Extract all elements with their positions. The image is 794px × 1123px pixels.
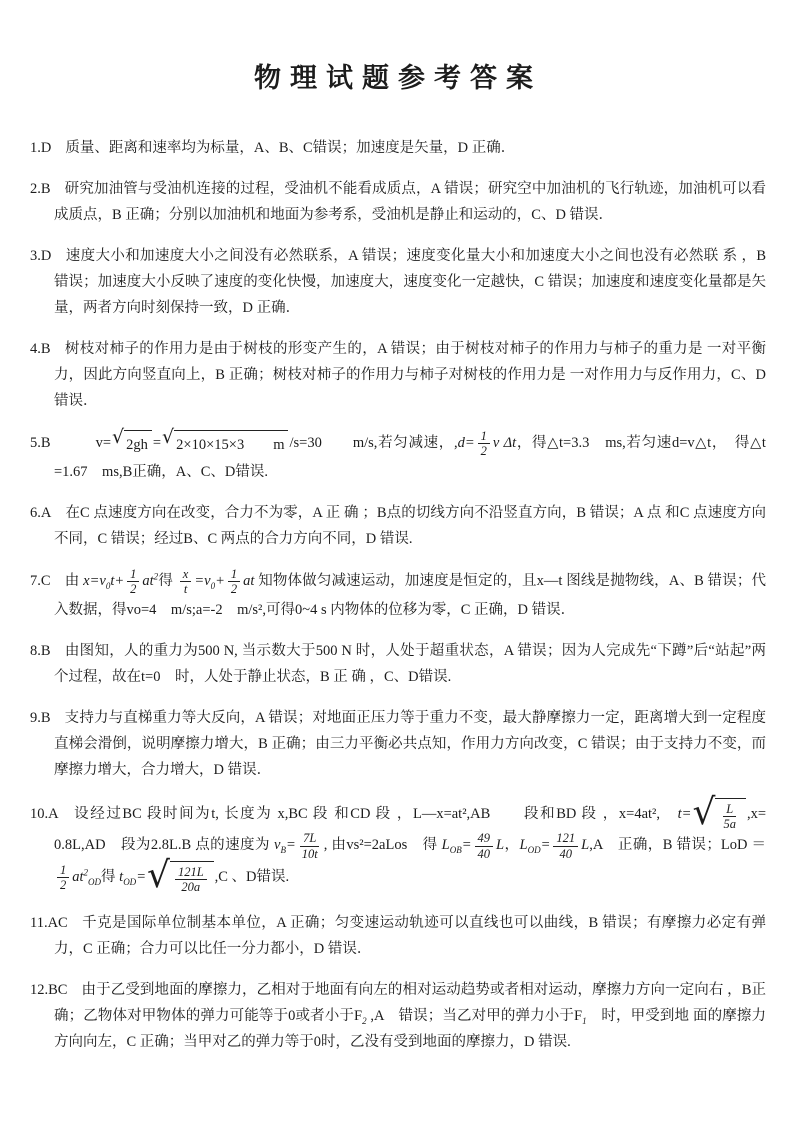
answer-number-label: 1.D	[30, 140, 52, 156]
answer-number-label: 12.BC	[30, 981, 68, 998]
fraction-numerator: 1	[57, 863, 69, 878]
subscript: OD	[88, 877, 102, 888]
math-segment: L	[581, 837, 590, 854]
radical-sign: √	[162, 425, 175, 448]
fraction	[553, 831, 578, 861]
answer-number-label: 11.AC	[30, 914, 68, 931]
text-segment: ,x= 0.8L,AD 段为2.8L.B 点的速度为	[54, 805, 766, 854]
answer-item-4	[30, 336, 766, 414]
fraction-numerator: x	[180, 567, 192, 582]
answer-number-label: 2.B	[30, 181, 51, 197]
text-segment: 得	[101, 869, 120, 886]
answer-item-3	[30, 243, 766, 321]
text-segment: 由于乙受到地面的摩擦力，乙相对于地面有向左的相对运动趋势或者相对运动，摩擦力方向一定向右 ，B正确；乙物体对甲物体的弹力可能等于0或者小于F	[54, 981, 766, 1024]
text-segment: 千克是国际单位制基本单位，A 正确；匀变速运动轨迹可以直线也可以曲线，B 错误；有摩擦力必定有弹力，C 正确；合力可以比任一分力都小，D 错误．	[54, 914, 766, 957]
answer-number-label: 5.B	[30, 435, 51, 452]
text-segment: 由图知，人的重力为500 N, 当示数大于500 N 时，人处于超重状态，A 错误；因为人完成先“下蹲”后“站起”两个过程，故在t=0 时，人处于静止状态，B 正 确 ，C、D错误.	[54, 642, 766, 685]
answer-item-10	[30, 791, 767, 896]
math-segment: =	[461, 837, 472, 854]
answer-item-9	[30, 705, 766, 783]
fraction	[478, 429, 490, 459]
radicand	[170, 861, 214, 895]
answer-item-5	[30, 425, 766, 485]
math-segment: =v	[194, 572, 211, 589]
math-segment: x=v	[83, 572, 106, 589]
math-segment: =	[285, 837, 296, 854]
answer-number-label: 6.A	[30, 504, 52, 521]
radical-sign: √	[146, 855, 170, 896]
fraction-numerator: 1	[478, 429, 490, 444]
fraction-denominator: 2	[130, 582, 137, 597]
answer-item-2	[30, 176, 766, 228]
math-segment: v	[274, 837, 281, 854]
math-segment: at	[72, 869, 84, 886]
text-segment: 研究加油管与受油机连接的过程，受油机不能看成质点，A 错误；研究空中加油机的飞行轨迹，加油机可以看成质点，B 正确；分别以加油机和地面为参考系，受油机是静止和运动的，C、D 错误．	[54, 181, 766, 223]
text-segment: 树枝对柿子的作用力是由于树枝的形变产生的，A 错误；由于树枝对柿子的作用力与柿子的重力是 一对平衡力，因此方向竖直向上，B 正确；树枝对柿子的作用力与柿子对树枝的作用力是 一对作用力与反作用力，C、D错误．	[54, 341, 766, 409]
subscript: B	[280, 845, 286, 856]
answer-item-6	[30, 500, 766, 552]
text-segment: , 由vs²=2aLos 得	[323, 837, 442, 854]
text-segment: 由	[64, 572, 84, 589]
math-segment: v Δt	[492, 435, 517, 452]
math-segment: +	[215, 572, 225, 589]
text-segment: v=	[64, 435, 111, 452]
subscript: OD	[123, 877, 137, 888]
answer-item-11	[30, 910, 766, 962]
fraction-denominator: t	[183, 582, 188, 597]
fraction	[299, 831, 321, 861]
text-segment: 设经过BC 段时间为t, 长度为 x,BC 段 和CD 段 ，L—x=at²,AB 段和BD 段 ，x=4at²,	[72, 805, 678, 822]
subscript: 2	[362, 1015, 367, 1026]
fraction-denominator: 40	[477, 846, 491, 861]
fraction	[57, 863, 69, 893]
sqrt-fraction-expression	[692, 791, 745, 833]
text-segment: ,A 错误；当乙对甲的弹力小于F	[366, 1007, 583, 1024]
answer-item-1	[30, 135, 766, 161]
text-segment: 质量、距离和速率均为标量，A、B、C错误；加速度是矢量，D 正确．	[65, 140, 516, 156]
text-segment: 时，甲受到地 面的摩擦力方向向左，C 正确；当甲对乙的弹力等于0时，乙没有受到地面的摩擦力，D 错误.	[54, 1007, 766, 1050]
fraction-denominator: 2	[60, 878, 67, 893]
text-segment: ,A 正确，B 错误；LoD ＝	[589, 837, 767, 854]
radical-sign: √	[692, 791, 716, 833]
fraction	[180, 567, 192, 597]
math-segment: L	[441, 837, 450, 854]
answer-item-7	[30, 567, 766, 623]
radicand	[715, 798, 746, 832]
text-segment: 得	[158, 572, 177, 589]
subscript: 0	[210, 580, 216, 591]
subscript: 0	[105, 580, 111, 591]
fraction	[720, 802, 739, 832]
text-segment: ，得△t=3.3 ms,若匀速d=v△t， 得△t =1.67 ms,B正确，A、C、D错误.	[54, 435, 766, 480]
fraction	[127, 567, 139, 597]
fraction	[475, 831, 494, 861]
text-segment: 知物体做匀减速运动，加速度是恒定的，且x—t 图线是抛物线，A、B 错误；代入数据，得vo=4 m/s;a=-2 m/s²,可得0~4 s 内物体的位移为零，C 正确，D 错误．	[54, 572, 767, 618]
subscript: OB	[449, 845, 462, 856]
fraction-denominator: 2	[480, 444, 487, 459]
text-segment: 速度大小和加速度大小之间没有必然联系，A 错误；速度变化量大小和加速度大小之间也没有必然联 系 ，B 错误；加速度大小反映了速度的变化快慢，加速度大，速度变化一定越快，C 错误；加速度和速度变化量都是矢量，两者方向时刻保持一致，D 正确．	[54, 248, 766, 316]
text-segment: ,C 、D错误.	[214, 869, 290, 886]
text-segment: ，	[504, 837, 520, 854]
math-segment: d=	[457, 435, 475, 452]
math-segment: =	[540, 837, 551, 854]
superscript: 2	[83, 867, 89, 878]
subscript: 1	[582, 1015, 587, 1026]
radicand: 2gh	[124, 430, 152, 458]
fraction-numerator: 121	[553, 831, 578, 846]
radical-sign: √	[112, 425, 125, 448]
fraction-denominator: 2	[230, 582, 238, 597]
answer-number-label: 9.B	[30, 709, 51, 726]
answer-item-12	[30, 977, 766, 1055]
answer-number-label: 8.B	[30, 642, 51, 659]
fraction-numerator: 7L	[300, 831, 319, 846]
fraction-numerator: 49	[475, 831, 494, 846]
superscript: 2	[153, 571, 159, 582]
text-segment: 支持力与直梯重力等大反向，A 错误；对地面正压力等于重力不变，最大静摩擦力一定，距离增大到一定程度直梯会滑倒，说明摩擦力增大，B 正确；由三力平衡必共点知，作用力方向改变，C 错误；由于支持力不变，而摩擦力增大，合力增大，D 错误．	[54, 709, 766, 778]
page-title: 物理试题参考答案	[254, 63, 542, 93]
answer-item-8	[30, 638, 766, 690]
math-segment: L	[496, 837, 505, 854]
text-segment: =	[152, 435, 162, 452]
math-segment: at	[243, 572, 255, 589]
fraction-numerator: 1	[127, 567, 139, 582]
subscript: OD	[527, 845, 541, 856]
text-segment: /s=30 m/s,若匀减速，,	[289, 435, 458, 452]
fraction-denominator: 5a	[723, 816, 736, 831]
answer-number-label: 3.D	[30, 248, 52, 264]
math-segment: t+	[110, 572, 125, 589]
math-segment: t	[119, 869, 124, 886]
math-segment: =	[136, 869, 146, 886]
fraction	[175, 865, 207, 895]
sqrt-expression	[162, 425, 288, 458]
fraction-numerator: L	[723, 802, 736, 817]
sqrt-expression	[112, 425, 152, 458]
math-segment: L	[519, 837, 528, 854]
fraction-numerator: 1	[228, 567, 240, 582]
math-segment: at	[142, 572, 154, 589]
fraction-numerator: 121L	[175, 865, 207, 880]
answer-number-label: 7.C	[30, 572, 51, 589]
fraction	[228, 567, 240, 597]
answer-number-label: 10.A	[30, 805, 59, 822]
math-segment: t=	[677, 805, 692, 822]
answer-number-label: 4.B	[30, 341, 51, 357]
fraction-denominator: 10t	[301, 846, 318, 861]
answer-list	[30, 135, 766, 1055]
text-segment: 在C 点速度方向在改变，合力不为零，A 正 确 ；B点的切线方向不沿竖直方向，B 错误；A 点 和C 点速度方向不同，C 错误；经过B、C 两点的合力方向不同，D 错误.	[54, 504, 766, 547]
radicand: 2×10×15×3 m	[174, 430, 288, 458]
fraction-denominator: 20a	[181, 880, 201, 895]
fraction-denominator: 40	[559, 846, 572, 861]
sqrt-fraction-expression	[146, 855, 214, 896]
